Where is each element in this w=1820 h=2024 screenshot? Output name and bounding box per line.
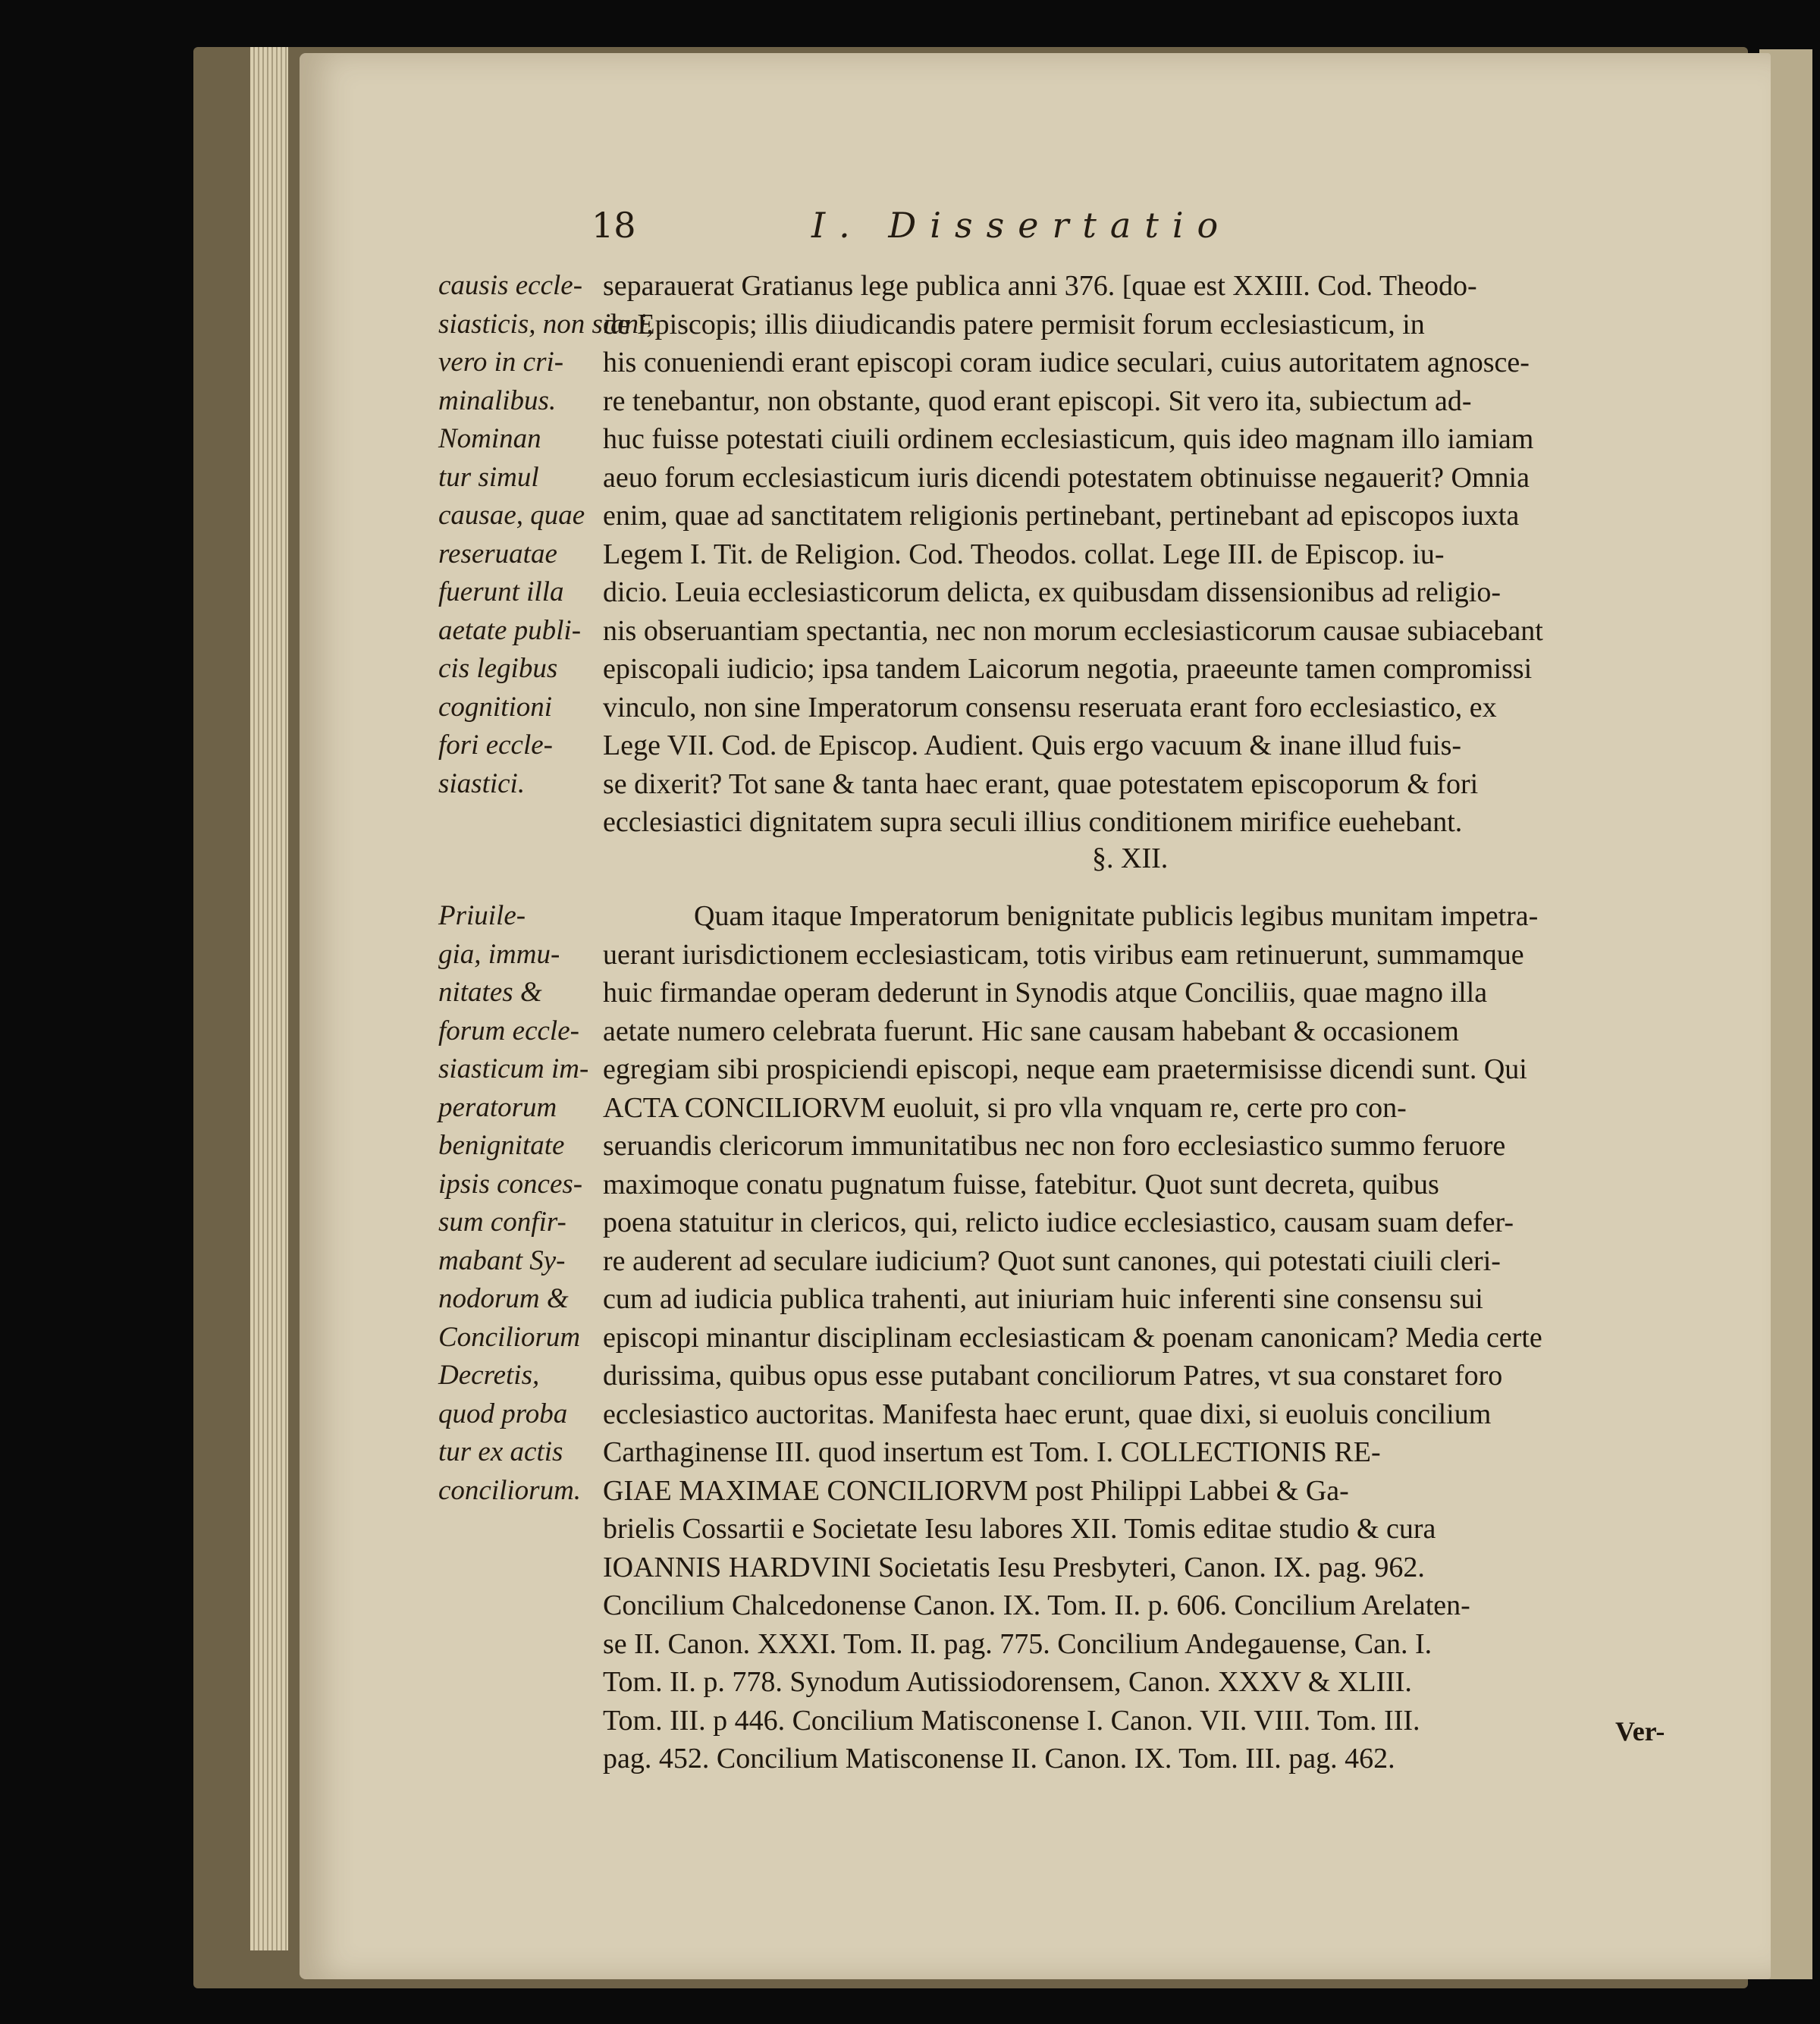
text-line: GIAE MAXIMAE CONCILIORVM post Philippi Labbei & Ga- bbox=[603, 1474, 1349, 1507]
gloss-line: siasticis, non siani, bbox=[438, 308, 654, 340]
text-line: Lege VII. Cod. de Episcop. Audient. Quis ergo vacuum & inane illud fuis- bbox=[603, 730, 1462, 761]
text-line: Tom. III. p 446. Concilium Matisconense I. Canon. VII. VIII. Tom. III. bbox=[603, 1704, 1420, 1737]
gloss-line: causae, quae bbox=[438, 500, 585, 531]
text-line: egregiam sibi prospiciendi episcopi, neque eam praetermisisse dicendi sunt. Qui bbox=[603, 1053, 1527, 1085]
gloss-line: conciliorum. bbox=[438, 1474, 582, 1506]
gloss-line: peratorum bbox=[438, 1091, 557, 1123]
gloss-line: siastici. bbox=[438, 767, 526, 799]
text-line: enim, quae ad sanctitatem religionis pertinebant, pertinebant ad episcopos iuxta bbox=[603, 500, 1520, 532]
text-line: aetate numero celebrata fuerunt. Hic sane causam habebant & occasionem bbox=[603, 1015, 1459, 1047]
page-number: 18 bbox=[592, 205, 636, 246]
text-line: ACTA CONCILIORVM euoluit, si pro vlla vnquam re, certe pro con- bbox=[603, 1091, 1407, 1124]
gloss-line: vero in cri- bbox=[438, 347, 564, 378]
text-line: Legem I. Tit. de Religion. Cod. Theodos. collat. Lege III. de Episcop. iu- bbox=[603, 538, 1445, 570]
gloss-line: cognitioni bbox=[438, 691, 553, 723]
text-line: re auderent ad seculare iudicium? Quot sunt canones, qui potestati ciuili cleri- bbox=[603, 1244, 1501, 1277]
gloss-line: siasticum im- bbox=[438, 1053, 589, 1084]
text-line: episcopali iudicio; ipsa tandem Laicorum negotia, praeeunte tamen compromissi bbox=[603, 653, 1533, 685]
text-line: Concilium Chalcedonense Canon. IX. Tom. II. p. 606. Concilium Arelaten- bbox=[603, 1589, 1470, 1621]
gloss-line: Nominan bbox=[438, 423, 541, 454]
gloss-line: Conciliorum bbox=[438, 1321, 581, 1353]
paragraph-1 bbox=[603, 267, 1687, 842]
gloss-line: sum confir- bbox=[438, 1207, 566, 1238]
gloss-line: nodorum & bbox=[438, 1283, 569, 1314]
text-line: Carthaginense III. quod insertum est Tom. I. COLLECTIONIS RE- bbox=[603, 1436, 1381, 1468]
text-line: se dixerit? Tot sane & tanta haec erant, quae potestatem episcoporum & fori bbox=[603, 767, 1479, 800]
page-leaves bbox=[250, 47, 288, 1950]
gloss-line: ipsis conces- bbox=[438, 1168, 583, 1200]
gloss-line: fuerunt illa bbox=[438, 576, 564, 607]
text-line: huic firmandae operam dederunt in Synodis atque Conciliis, quae magno illa bbox=[603, 977, 1488, 1009]
gloss-line: gia, immu- bbox=[438, 938, 560, 970]
text-line: re tenebantur, non obstante, quod erant episcopi. Sit vero ita, subiectum ad- bbox=[603, 384, 1472, 417]
text-line: cum ad iudicia publica trahenti, aut iniuriam huic inferenti sine consensu sui bbox=[603, 1283, 1483, 1315]
text-line: ecclesiastico auctoritas. Manifesta haec erunt, quae dixi, si euoluis concilium bbox=[603, 1398, 1492, 1430]
gloss-line: fori eccle- bbox=[438, 730, 553, 761]
gloss-line: Priuile- bbox=[438, 900, 526, 931]
gloss-line: Decretis, bbox=[438, 1360, 540, 1391]
text-line: se II. Canon. XXXI. Tom. II. pag. 775. Concilium Andegauense, Can. I. bbox=[603, 1627, 1432, 1660]
text-line: ecclesiastici dignitatem supra seculi illius conditionem mirifice euehebant. bbox=[603, 806, 1463, 838]
section-heading: §. XII. bbox=[1092, 843, 1169, 874]
text-line: vinculo, non sine Imperatorum consensu reseruata erant foro ecclesiastico, ex bbox=[603, 691, 1497, 723]
text-line: seruandis clericorum immunitatibus nec non foro ecclesiastico summo feruore bbox=[603, 1130, 1506, 1162]
running-title: I. Dissertatio bbox=[811, 205, 1232, 246]
text-line: de Episcopis; illis diiudicandis patere permisit forum ecclesiasticum, in bbox=[603, 308, 1425, 340]
text-line: IOANNIS HARDVINI Societatis Iesu Presbyteri, Canon. IX. pag. 962. bbox=[603, 1551, 1425, 1583]
gloss-line: reseruatae bbox=[438, 538, 557, 570]
gloss-line: tur ex actis bbox=[438, 1436, 563, 1467]
gloss-line: mabant Sy- bbox=[438, 1244, 566, 1276]
text-line: maximoque conatu pugnatum fuisse, fatebitur. Quot sunt decreta, quibus bbox=[603, 1168, 1439, 1200]
gloss-line: cis legibus bbox=[438, 653, 558, 684]
text-line: huc fuisse potestati ciuili ordinem ecclesiasticum, quis ideo magnam illo iamiam bbox=[603, 423, 1534, 455]
text-line: Quam itaque Imperatorum benignitate publicis legibus munitam impetra- bbox=[694, 900, 1539, 932]
text-line: brielis Cossartii e Societate Iesu labores XII. Tomis editae studio & cura bbox=[603, 1513, 1436, 1545]
text-line: dicio. Leuia ecclesiasticorum delicta, ex quibusdam dissensionibus ad religio- bbox=[603, 576, 1502, 608]
gloss-line: benignitate bbox=[438, 1130, 565, 1161]
gloss-line: forum eccle- bbox=[438, 1015, 579, 1047]
text-line: aeuo forum ecclesiasticum iuris dicendi potestatem obtinuisse negauerit? Omnia bbox=[603, 461, 1530, 494]
gloss-line: quod proba bbox=[438, 1398, 568, 1429]
text-line: pag. 452. Concilium Matisconense II. Canon. IX. Tom. III. pag. 462. bbox=[603, 1743, 1395, 1775]
gloss-line: minalibus. bbox=[438, 384, 557, 416]
paragraph-2 bbox=[603, 897, 1687, 1778]
text-line: nis obseruantiam spectantia, nec non morum ecclesiasticorum causae subiacebant bbox=[603, 614, 1543, 647]
text-line: durissima, quibus opus esse putabant conciliorum Patres, vt sua constaret foro bbox=[603, 1360, 1503, 1392]
text-line: uerant iurisdictionem ecclesiasticam, totis viribus eam retinuerunt, summamque bbox=[603, 938, 1524, 971]
text-line: Tom. II. p. 778. Synodum Autissiodorensem, Canon. XXXV & XLIII. bbox=[603, 1666, 1412, 1698]
gloss-line: aetate publi- bbox=[438, 614, 582, 646]
text-line: his conueniendi erant episcopi coram iudice seculari, cuius autoritatem agnosce- bbox=[603, 347, 1530, 378]
catchword: Ver- bbox=[1615, 1716, 1665, 1746]
gloss-line: nitates & bbox=[438, 977, 542, 1008]
gloss-line: tur simul bbox=[438, 461, 539, 493]
text-line: poena statuitur in clericos, qui, relicto iudice ecclesiastico, causam suam defer- bbox=[603, 1207, 1514, 1238]
gloss-line: causis eccle- bbox=[438, 270, 583, 301]
marginal-gloss-bottom bbox=[438, 897, 588, 1510]
text-line: episcopi minantur disciplinam ecclesiasticam & poenam canonicam? Media certe bbox=[603, 1321, 1542, 1354]
text-line: separauerat Gratianus lege publica anni 376. [quae est XXIII. Cod. Theodo- bbox=[603, 270, 1477, 302]
